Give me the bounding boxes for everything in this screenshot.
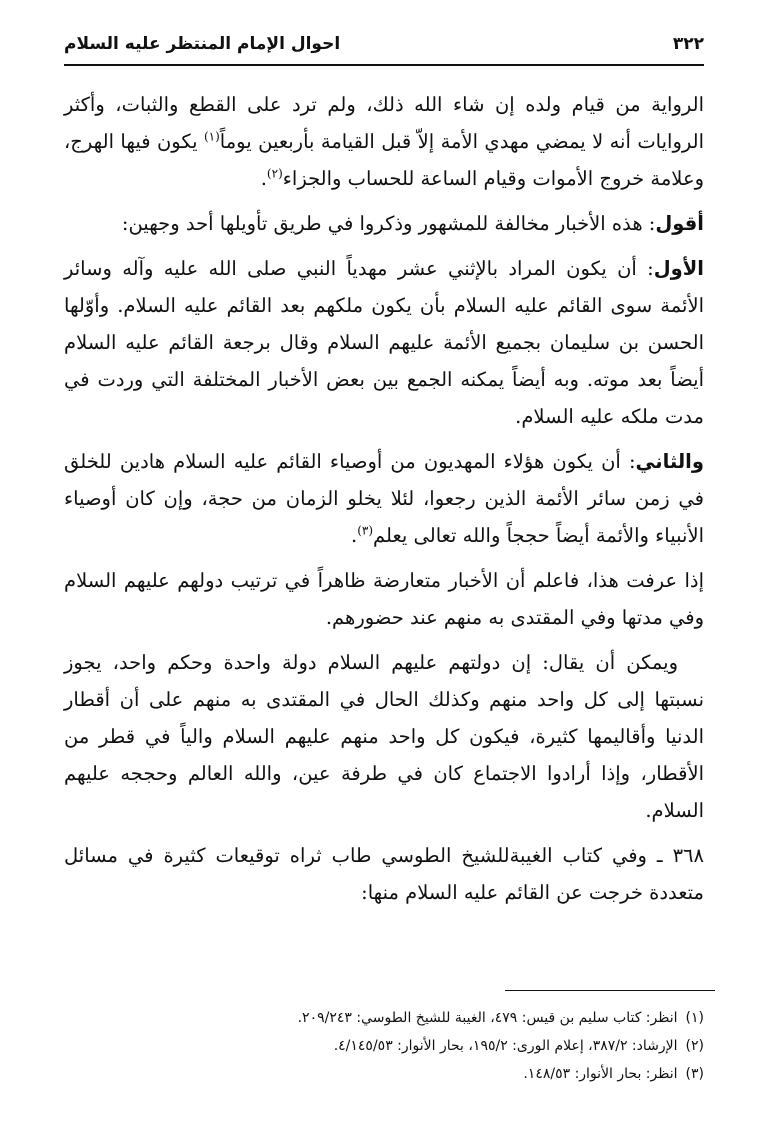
footnote-item [64, 1032, 704, 1060]
paragraph-text: : أن يكون هؤلاء المهديون من أوصياء القائم عليه السلام هادين للخلق في زمن سائر الأئمة الذين رجعوا، لئلا يخلو الزمان من حجة، وإن كان أوصياء الأنبياء والأئمة أيضاً حججاً والله تعالى يعلم [64, 450, 704, 547]
paragraph-text-end: . [260, 167, 267, 190]
footnote-divider [505, 990, 715, 991]
paragraph-3 [64, 250, 704, 435]
header-divider [64, 64, 704, 66]
paragraph-1 [64, 86, 704, 197]
paragraph-text: الرواية من قيام ولده إن شاء الله ذلك، ولم ترد على القطع والثبات، وأكثر الروايات أنه لا يمضي مهدي الأمة إلاّ قبل القيامة بأربعين يوماً [64, 93, 704, 153]
paragraph-5 [64, 562, 704, 636]
footnote-text: الإرشاد: ٣٨٧/٢، إعلام الورى: ١٩٥/٢، بحار الأنوار: ٤/١٤٥/٥٣. [333, 1038, 678, 1054]
footnote-number: (٣) [685, 1066, 704, 1082]
running-title: احوال الإمام المنتظر عليه السلام [64, 34, 341, 54]
paragraph-text: إذا عرفت هذا، فاعلم أن الأخبار متعارضة ظاهراً في ترتيب دولهم عليهم السلام وفي مدتها وفي المقتدى به منهم عند حضورهم. [64, 569, 704, 629]
main-text [64, 86, 704, 919]
lead-word: الأول [653, 257, 704, 280]
paragraph-4 [64, 443, 704, 554]
lead-word: أقول [655, 212, 704, 235]
paragraph-text: : هذه الأخبار مخالفة للمشهور وذكروا في طريق تأويلها أحد وجهين: [121, 212, 656, 235]
footnote-text: انظر: بحار الأنوار: ١٤٨/٥٣. [523, 1066, 678, 1082]
footnote-number: (٢) [685, 1038, 704, 1054]
paragraph-text-cont: يكون فيها الهرج، وعلامة خروج الأموات وقيام الساعة للحساب والجزاء [64, 130, 704, 190]
footnote-item [64, 1060, 704, 1088]
paragraph-text-end: . [351, 524, 358, 547]
paragraph-text: : أن يكون المراد بالإثني عشر مهدياً النبي صلى الله عليه وآله وسائر الأئمة سوى القائم عليه السلام بأن يكون ملكهم بعد القائم عليه السلام. وأوّلها الحسن بن سليمان بجميع الأئمة عليهم السلام وقال برجعة القائم عليه السلام أيضاً بعد موته. وبه أيضاً يمكنه الجمع بين بعض الأخبار المختلفة التي وردت في مدت ملكه عليه السلام. [64, 257, 704, 428]
footnote-ref: (١) [203, 129, 220, 144]
paragraph-6 [64, 644, 704, 829]
page-header [64, 26, 704, 62]
footnote-text: انظر: كتاب سليم بن قيس: ٤٧٩، الغيبة للشيخ الطوسي: ٢٠٩/٢٤٣. [297, 1010, 678, 1026]
footnotes [64, 1004, 704, 1088]
footnote-ref: (٣) [357, 523, 374, 538]
paragraph-text: ويمكن أن يقال: إن دولتهم عليهم السلام دولة واحدة وحكم واحد، يجوز نسبتها إلى كل واحد منهم وكذلك الحال في المقتدى به منهم على أن أقطار الدنيا وأقاليمها كثيرة، فيكون كل واحد منهم عليهم السلام والياً في قطر من الأقطار، وإذا أرادوا الاجتماع كان في طرفة عين، والله العالم وحججه عليهم السلام. [64, 651, 704, 822]
lead-word: والثاني [635, 450, 704, 473]
footnote-item [64, 1004, 704, 1032]
page-number: ٣٢٢ [672, 34, 704, 54]
footnote-number: (١) [685, 1010, 704, 1026]
paragraph-2 [64, 205, 704, 242]
paragraph-text: ٣٦٨ ـ وفي كتاب الغيبةللشيخ الطوسي طاب ثراه توقيعات كثيرة في مسائل متعددة خرجت عن القائم عليه السلام منها: [64, 844, 704, 904]
paragraph-7 [64, 837, 704, 911]
footnote-ref: (٢) [266, 166, 283, 181]
